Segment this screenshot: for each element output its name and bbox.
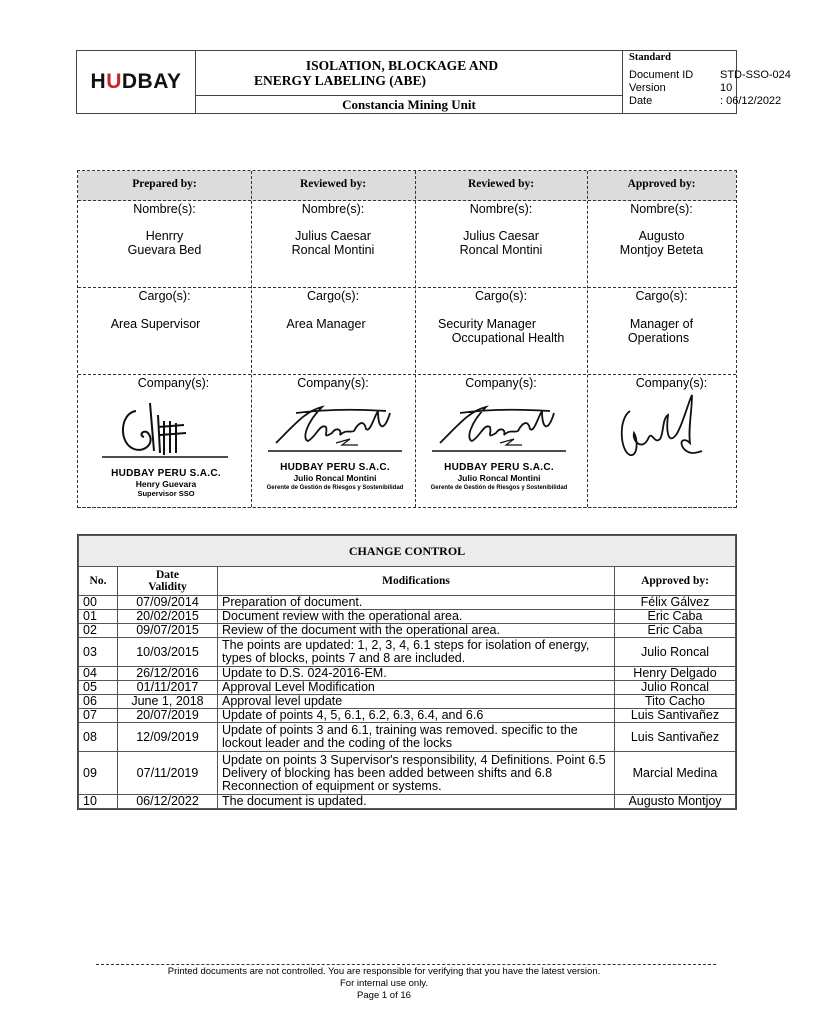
row-date: 20/07/2019: [118, 709, 218, 723]
version-value: 10: [720, 82, 733, 94]
row-modification: The points are updated: 1, 2, 3, 4, 6.1 steps for isolation of energy, types of blocks, points 7 and 8 are included.: [218, 638, 615, 667]
signature-approver: [608, 389, 708, 469]
positions-label: Cargo(s):: [635, 289, 688, 303]
reviewer-2-position: Security Manager Occupational Health: [438, 317, 565, 345]
row-date: 09/07/2015: [118, 624, 218, 638]
page-number: Page 1 of 16: [357, 990, 411, 1001]
row-modification: Approval Level Modification: [218, 681, 615, 695]
version-label: Version: [629, 82, 666, 94]
row-number: 10: [79, 795, 118, 809]
table-row: [79, 709, 736, 723]
hudbay-logo: HUDBAY: [77, 51, 196, 113]
row-date: 20/02/2015: [118, 610, 218, 624]
table-row: [79, 795, 736, 809]
reviewer-1-position: Area Manager: [286, 317, 366, 331]
footer-divider: [96, 964, 716, 965]
reviewer-1-stamp: HUDBAY PERU S.A.C. Julio Roncal Montini Gerente de Gestión de Riesgos y Sostenibilidad: [266, 462, 404, 491]
table-row: [79, 681, 736, 695]
positions-label: Cargo(s):: [474, 289, 528, 303]
row-date: 26/12/2016: [118, 667, 218, 681]
row-approved-by: Henry Delgado: [615, 667, 736, 681]
col-approved-header: Approved by:: [615, 567, 736, 596]
row-approved-by: Félix Gálvez: [615, 596, 736, 610]
reviewer-1-name: Julius Caesar Roncal Montini: [291, 229, 375, 257]
row-number: 01: [79, 610, 118, 624]
row-modification: Update on points 3 Supervisor's responsibility, 4 Definitions. Point 6.5 Delivery of blocking has been added between shifts and 6.8 Reconnection of equipment or systems.: [218, 752, 615, 795]
change-control-body: [79, 596, 736, 809]
row-modification: Update to D.S. 024-2016-EM.: [218, 667, 615, 681]
row-approved-by: Eric Caba: [615, 610, 736, 624]
document-meta: [622, 51, 791, 113]
signature-reviewer-2: [430, 393, 570, 455]
footer-internal: For internal use only.: [339, 978, 428, 989]
change-control-title: CHANGE CONTROL: [79, 536, 736, 567]
reviewer-2-name: Julius Caesar Roncal Montini: [459, 229, 543, 257]
positions-label: Cargo(s):: [138, 289, 191, 303]
company-label: Company(s):: [137, 376, 210, 390]
row-approved-by: Julio Roncal: [615, 638, 736, 667]
footer-notice: Printed documents are not controlled. You are responsible for verifying that you have the latest version.: [167, 966, 601, 977]
preparer-position: Area Supervisor: [110, 317, 201, 331]
reviewed-by-header: Reviewed by:: [299, 178, 367, 190]
row-modification: Preparation of document.: [218, 596, 615, 610]
row-modification: The document is updated.: [218, 795, 615, 809]
reviewed-by-header-2: Reviewed by:: [467, 178, 535, 190]
names-label: Nombre(s):: [133, 202, 196, 216]
row-approved-by: Eric Caba: [615, 624, 736, 638]
title-line-1: ISOLATION, BLOCKAGE AND: [305, 58, 499, 73]
names-label: Nombre(s):: [469, 202, 533, 216]
table-row: [79, 638, 736, 667]
doc-id-label: Document ID: [629, 69, 694, 81]
row-date: 10/03/2015: [118, 638, 218, 667]
row-modification: Update of points 4, 5, 6.1, 6.2, 6.3, 6.4, and 6.6: [218, 709, 615, 723]
col-no-header: No.: [79, 567, 118, 596]
table-row: [79, 624, 736, 638]
col-date-header: Date Validity: [118, 567, 218, 596]
reviewer-2-stamp: HUDBAY PERU S.A.C. Julio Roncal Montini Gerente de Gestión de Riesgos y Sostenibilidad: [430, 462, 568, 491]
row-number: 09: [79, 752, 118, 795]
row-approved-by: Augusto Montjoy: [615, 795, 736, 809]
company-label: Company(s):: [297, 376, 369, 390]
prepared-by-header: Prepared by:: [132, 178, 197, 190]
row-number: 05: [79, 681, 118, 695]
date-label: Date: [629, 95, 653, 107]
row-approved-by: Luis Santivañez: [615, 723, 736, 752]
row-date: 01/11/2017: [118, 681, 218, 695]
table-row: [79, 695, 736, 709]
document-title: [196, 51, 622, 96]
unit-name: Constancia Mining Unit: [342, 97, 476, 112]
row-number: 04: [79, 667, 118, 681]
row-modification: Document review with the operational area.: [218, 610, 615, 624]
row-approved-by: Luis Santivañez: [615, 709, 736, 723]
row-approved-by: Marcial Medina: [615, 752, 736, 795]
row-number: 02: [79, 624, 118, 638]
table-row: [79, 596, 736, 610]
signature-reviewer-1: [266, 393, 406, 455]
signature-table: [77, 170, 737, 508]
approved-by-header: Approved by:: [627, 178, 696, 190]
table-row: [79, 667, 736, 681]
row-date: 06/12/2022: [118, 795, 218, 809]
row-number: 00: [79, 596, 118, 610]
positions-label: Cargo(s):: [306, 289, 360, 303]
company-label: Company(s):: [635, 376, 708, 390]
change-control-table: [77, 534, 737, 810]
signature-preparer: [98, 393, 238, 463]
table-row: [79, 723, 736, 752]
approver-name: Augusto Montjoy Beteta: [619, 229, 704, 257]
row-date: June 1, 2018: [118, 695, 218, 709]
table-row: [79, 752, 736, 795]
row-date: 07/11/2019: [118, 752, 218, 795]
row-number: 03: [79, 638, 118, 667]
row-number: 07: [79, 709, 118, 723]
row-approved-by: Tito Cacho: [615, 695, 736, 709]
title-line-2: ENERGY LABELING (ABE): [254, 73, 427, 88]
company-label: Company(s):: [465, 376, 537, 390]
row-date: 07/09/2014: [118, 596, 218, 610]
col-modifications-header: Modifications: [218, 567, 615, 596]
row-modification: Update of points 3 and 6.1, training was removed. specific to the lockout leader and the coding of the locks: [218, 723, 615, 752]
approver-position: Manager of Operations: [627, 317, 694, 345]
row-approved-by: Julio Roncal: [615, 681, 736, 695]
doc-id-value: STD-SSO-024: [720, 69, 791, 81]
names-label: Nombre(s):: [301, 202, 365, 216]
date-value: : 06/12/2022: [720, 95, 782, 107]
row-number: 06: [79, 695, 118, 709]
names-label: Nombre(s):: [630, 202, 693, 216]
row-date: 12/09/2019: [118, 723, 218, 752]
row-modification: Approval level update: [218, 695, 615, 709]
row-modification: Review of the document with the operational area.: [218, 624, 615, 638]
standard-label: Standard: [629, 52, 672, 63]
preparer-stamp: HUDBAY PERU S.A.C. Henry Guevara Supervisor SSO: [111, 468, 221, 498]
document-header: [76, 50, 791, 114]
row-number: 08: [79, 723, 118, 752]
table-row: [79, 610, 736, 624]
preparer-name: Henrry Guevara Bed: [127, 229, 202, 257]
